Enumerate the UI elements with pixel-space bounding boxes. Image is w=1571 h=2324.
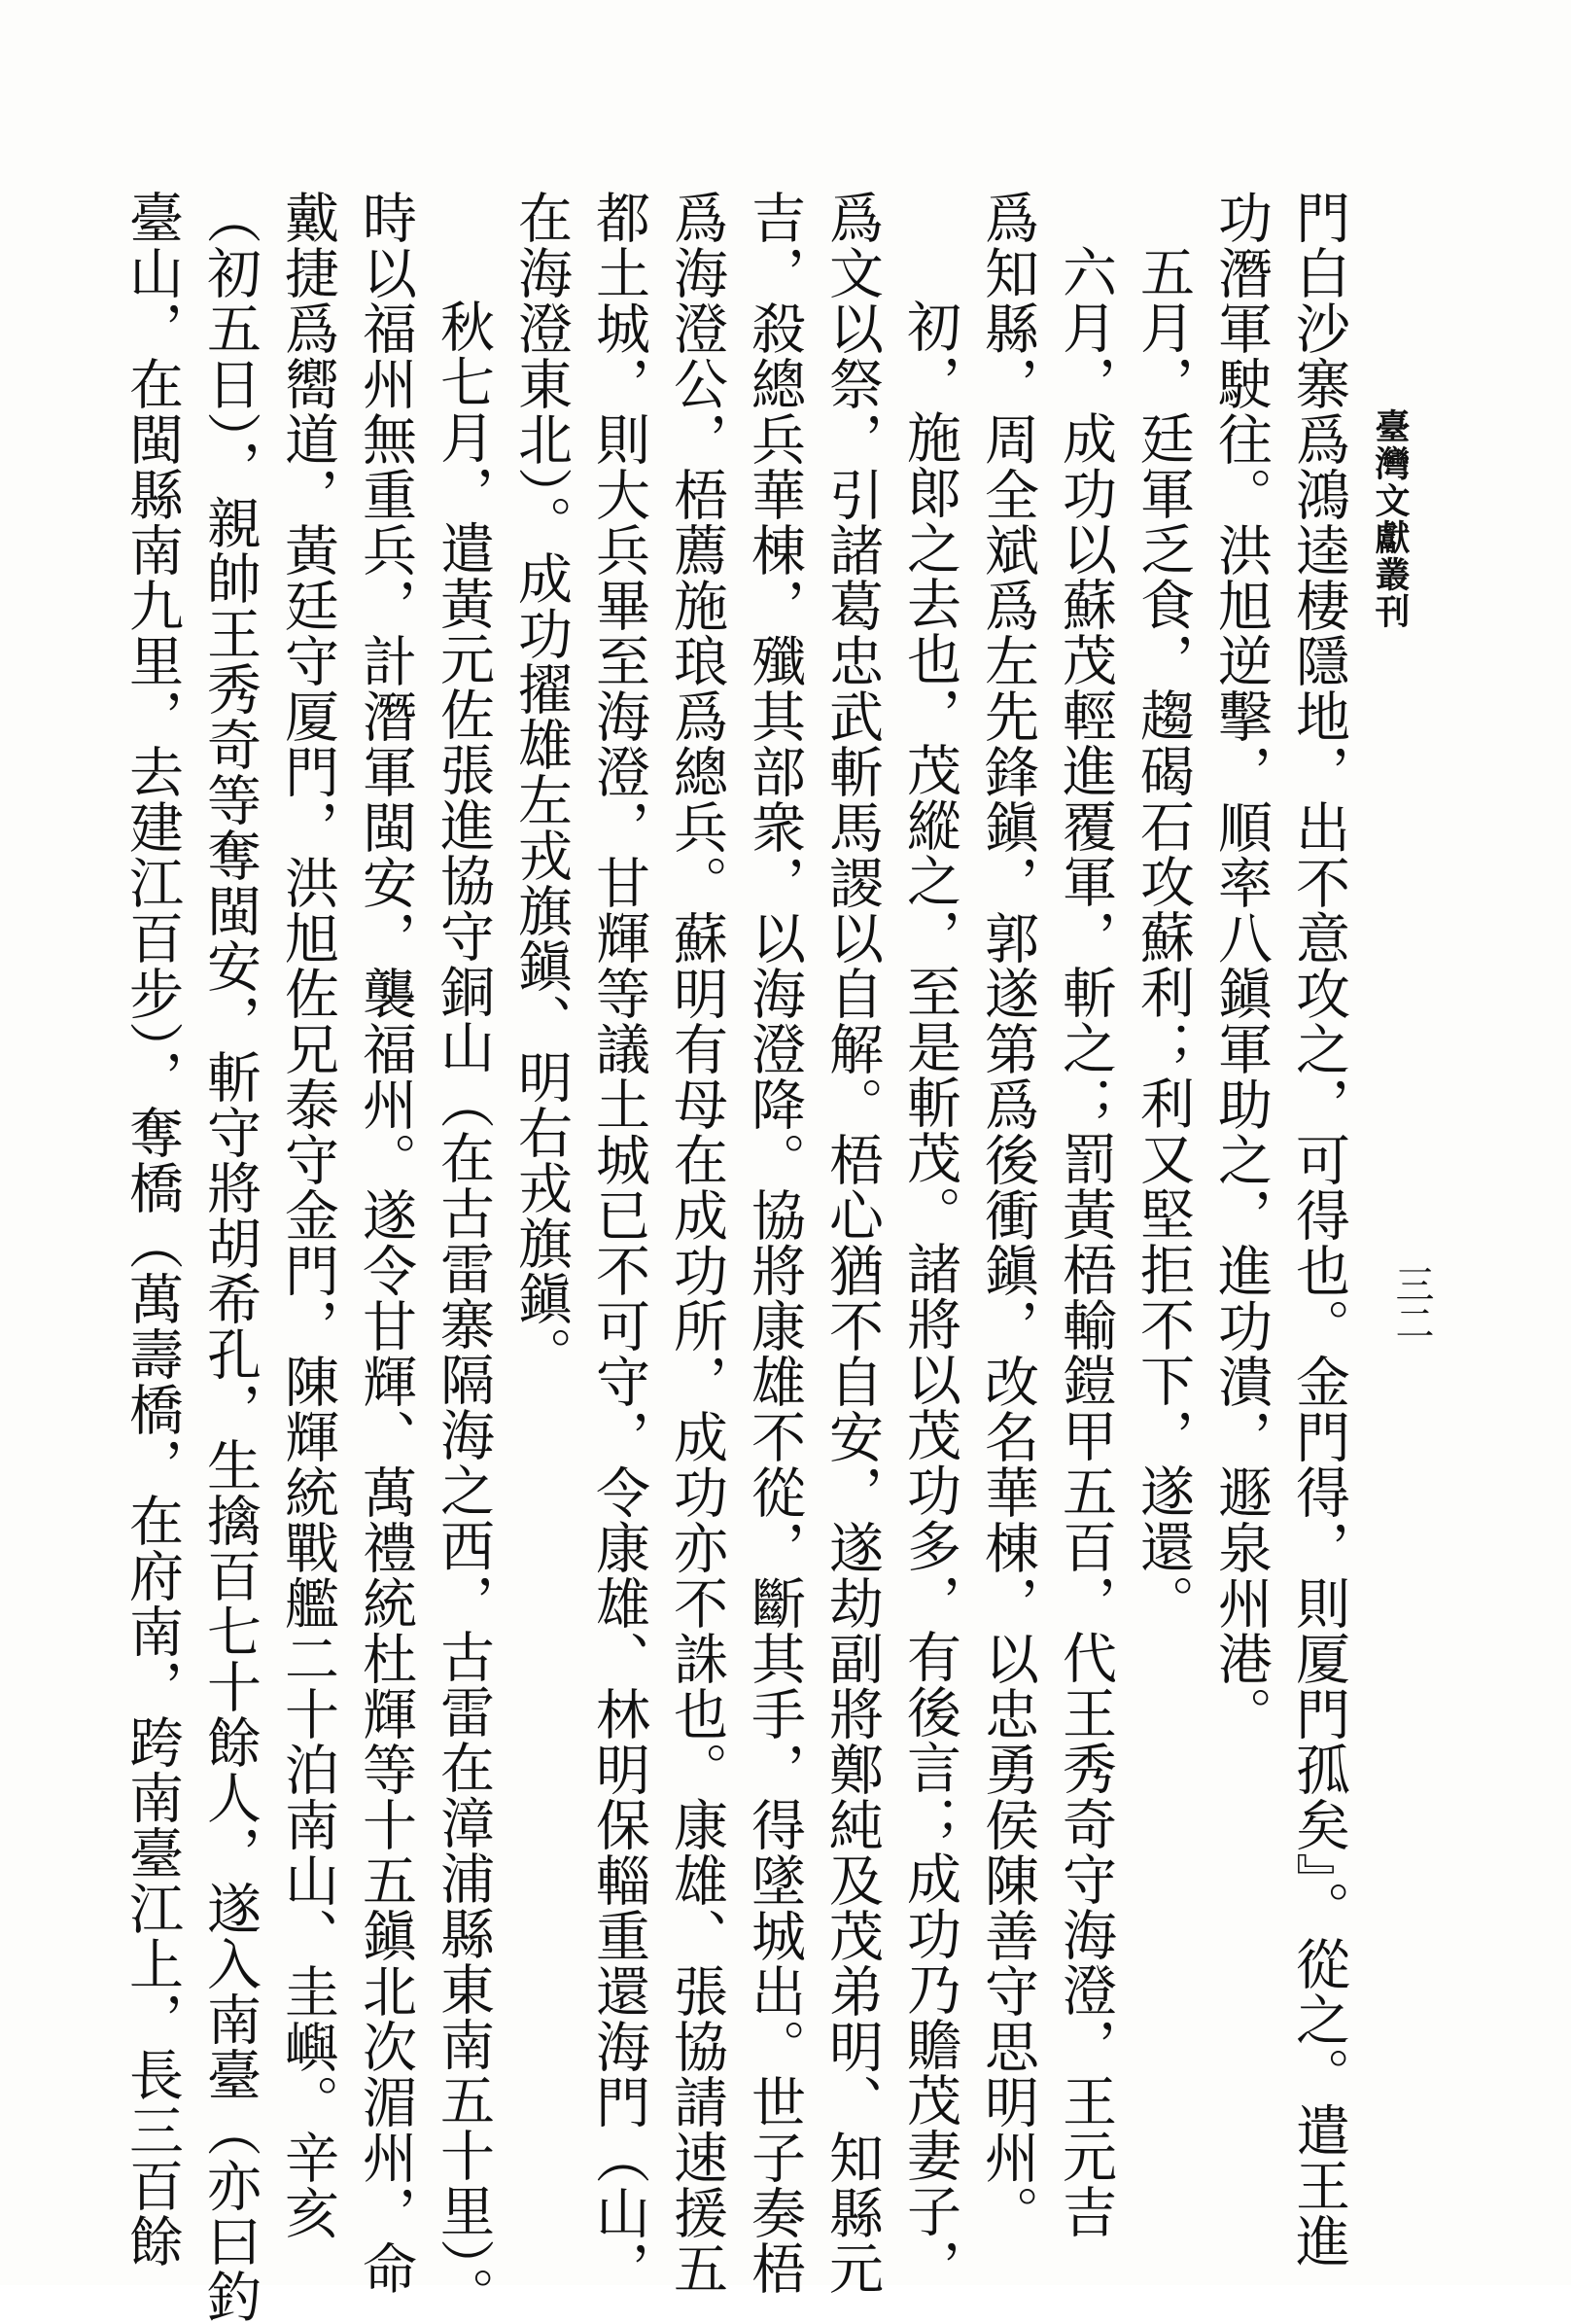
running-header-title: 臺灣文獻叢刊 xyxy=(1370,408,1411,630)
text-column: 初，施郞之去也，茂縱之，至是斬茂。諸將以茂功多，有後言；成功乃贍茂妻子， xyxy=(898,299,961,2294)
text-column: 都土城，則大兵畢至海澄，甘輝等議土城已不可守，令康雄、林明保輜重還海門（山， xyxy=(587,190,650,2296)
text-column: 在海澄東北）。成功擢雄左戎旗鎭、明右戎旗鎭。 xyxy=(509,190,573,1382)
text-column: （初五日），親帥王秀奇等奪閩安，斬守將胡希孔，生擒百七十餘人，遂入南臺（亦曰釣 xyxy=(198,190,262,2324)
text-column: 爲海澄公，梧薦施琅爲總兵。蘇明有母在成功所，成功亦不誅也。康雄、張協請速援五 xyxy=(665,190,728,2296)
text-column: 爲文以祭，引諸葛忠武斬馬謖以自解。梧心猶不自安，遂劫副將鄭純及茂弟明、知縣元 xyxy=(820,190,884,2296)
text-column: 六月，成功以蘇茂輕進覆軍，斬之；罰黃梧輸鎧甲五百，代王秀奇守海澄，王元吉 xyxy=(1054,244,1117,2239)
text-column: 吉，殺總兵華棟，殲其部衆，以海澄降。協將康雄不從，斷其手，得墜城出。世子奏梧 xyxy=(743,190,806,2296)
text-column: 臺山，在閩縣南九里，去建江百步），奪橋（萬壽橋，在府南，跨南臺江上，長三百餘 xyxy=(121,190,184,2269)
page-number: 三二 xyxy=(1389,1264,1434,1342)
vertical-text-body xyxy=(113,190,1357,2324)
text-column: 戴捷爲嚮道，黃廷守厦門，洪旭佐兄泰守金門，陳輝統戰艦二十泊南山、圭嶼。辛亥 xyxy=(276,190,339,2240)
text-column: 時以福州無重兵，計潛軍閩安，襲福州。遂令甘輝、萬禮統杜輝等十五鎭北次湄州，命 xyxy=(354,190,417,2296)
text-column: 功潛軍駛往。洪旭逆擊，順率八鎭軍助之，進功潰，遯泉州港。 xyxy=(1209,190,1273,1742)
text-column: 爲知縣，周全斌爲左先鋒鎭，郭遂第爲後衝鎭，改名華棟，以忠勇侯陳善守思明州。 xyxy=(976,190,1039,2240)
text-column: 五月，廷軍乏食，趨碣石攻蘇利；利又堅拒不下，遂還。 xyxy=(1132,244,1195,1630)
text-column: 秋七月，遣黃元佐張進協守銅山（在古雷寨隔海之西，古雷在漳浦縣東南五十里）。 xyxy=(432,299,495,2322)
text-column: 門白沙寨爲鴻逵棲隱地，出不意攻之，可得也。金門得，則厦門孤矣』。從之。遣王進 xyxy=(1287,190,1350,2269)
